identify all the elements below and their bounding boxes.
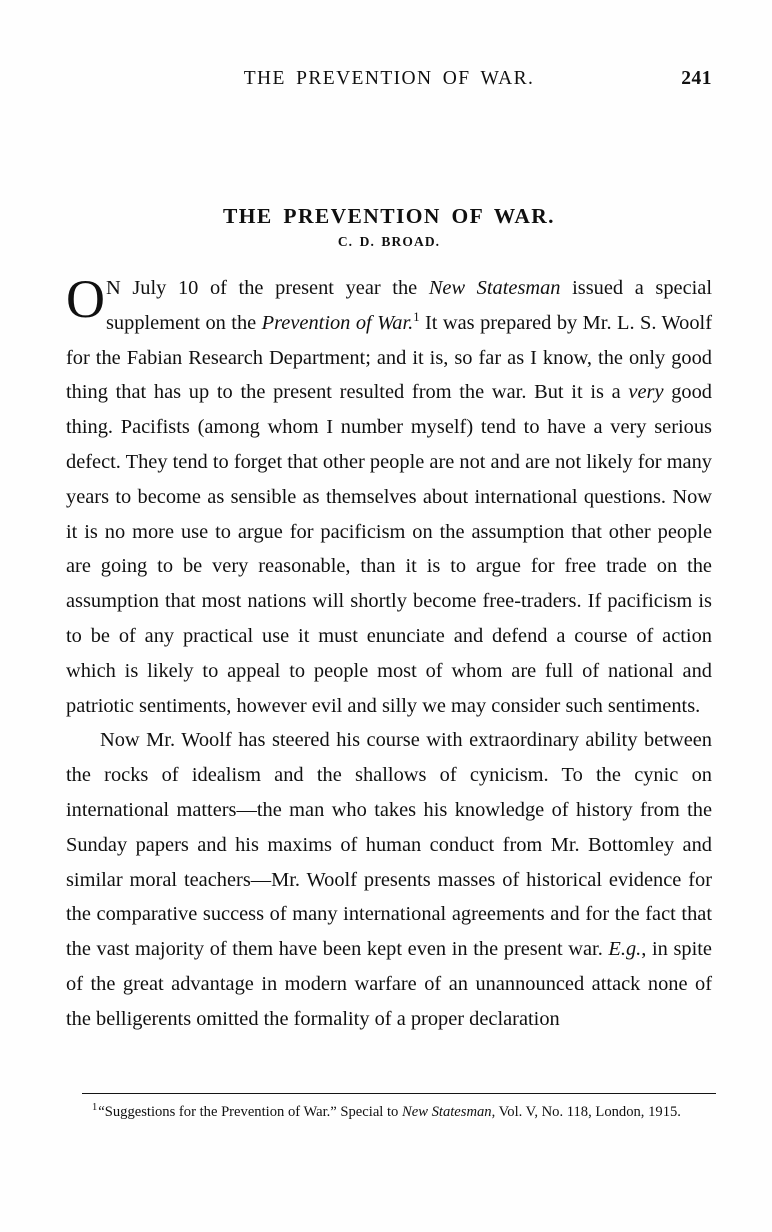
title-prevention-of-war: Prevention of War	[261, 311, 409, 334]
footnote-title-new-statesman: New Statesman	[402, 1104, 492, 1120]
article-body	[66, 271, 712, 1037]
paragraph-1-text-a: N July 10 of the present year the	[106, 277, 429, 299]
running-head-title: THE PREVENTION OF WAR.	[243, 68, 535, 89]
paragraph-2	[66, 723, 712, 1036]
paragraph-1-text-b: issued a special supplement on the	[106, 277, 713, 334]
paragraph-1	[66, 271, 712, 723]
paragraph-2-text-b: , in spite of the great advantage in modern warfare of an unannounced attack none of the belligerents omitted the formality of a proper declaration	[66, 938, 712, 1030]
paragraph-1-text-d: good thing. Pacifists (among whom I number myself) tend to have a very serious defect. They tend to forget that other people are not and are not likely for many years to become as sensible as themselves about international questions. Now it is no more use to argue for pacificism on the assumption that other people are going to be very reasonable, than it is to argue for free trade on the assumption that most nations will shortly become free-traders. If pacificism is to be of any practical use it must enunciate and defend a course of action which is likely to appeal to people most of whom are full of national and patriotic sentiments, however evil and silly we may consider such sentiments.	[66, 381, 712, 717]
drop-cap: O	[66, 269, 105, 329]
footnote-zone	[66, 1093, 712, 1124]
footnote-marker: 1	[92, 1102, 98, 1114]
latin-abbrev-eg: E.g.	[608, 938, 642, 961]
article-byline: C. D. BROAD.	[337, 234, 441, 249]
paragraph-2-text-a: Now Mr. Woolf has steered his course with extraordinary ability between the rocks of idealism and the shallows of cynicism. To the cynic on international matters—the man who takes his knowledge of history from the Sunday papers and his maxims of human conduct from Mr. Bottomley and similar moral teachers—Mr. Woolf presents masses of historical evidence for the comparative success of many international agreements and for the fact that the vast majority of them have been kept even in the present war.	[66, 729, 712, 961]
paragraph-1-text-c: It was prepared by Mr. L. S. Woolf for the Fabian Research Department; and it is, so far as I know, the only good thing that has up to the present resulted from the war. But it is a	[66, 311, 712, 404]
title-new-statesman: New Statesman	[428, 277, 561, 299]
article-title: THE PREVENTION OF WAR.	[223, 204, 555, 229]
footnote-text-a: “Suggestions for the Prevention of War.” Special to	[98, 1104, 402, 1120]
title-prevention-of-war-period: .	[408, 311, 414, 334]
page-number: 241	[681, 68, 712, 89]
running-head	[66, 68, 712, 90]
footnote-text-b: , Vol. V, No. 118, London, 1915.	[491, 1104, 681, 1120]
emphasis-very: very	[628, 381, 664, 404]
footnote-reference-1: 1	[413, 310, 420, 324]
footnote-1	[66, 1094, 712, 1124]
